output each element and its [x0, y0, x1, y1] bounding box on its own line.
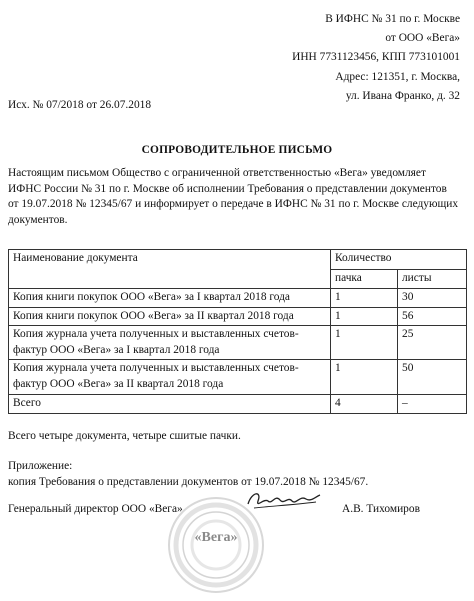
body-line: документов. — [8, 213, 68, 226]
sender-line: от ООО «Вега» — [385, 32, 460, 45]
total-packs: 4 — [331, 394, 398, 413]
recipient-block — [292, 10, 460, 106]
row-document-name — [9, 360, 331, 394]
outgoing-reference: Исх. № 07/2018 от 26.07.2018 — [8, 99, 152, 111]
summary-text: Всего четыре документа, четыре сшитые пачки. — [8, 430, 241, 442]
row-packs: 1 — [331, 326, 398, 360]
inn-kpp-line: ИНН 7731123456, КПП 773101001 — [292, 51, 460, 64]
documents-table — [8, 249, 467, 414]
stamp-text: «Вега» — [194, 530, 238, 545]
body-line: Настоящим письмом Общество с ограниченной ответственностью «Вега» уведомляет — [8, 167, 426, 179]
attachment-label: Приложение: — [8, 460, 73, 472]
row-document-name-line: Копия журнала учета полученных и выставленных счетов- — [13, 328, 299, 341]
street-line: ул. Ивана Франко, д. 32 — [345, 89, 460, 102]
total-sheets: – — [398, 394, 467, 413]
attachment-text: копия Требования о представлении документов от 19.07.2018 № 12345/67. — [8, 475, 369, 488]
document-title: СОПРОВОДИТЕЛЬНОЕ ПИСЬМО — [141, 144, 333, 156]
header-document-name: Наименование документа — [9, 250, 331, 289]
header-sheets: листы — [398, 269, 467, 289]
row-document-name: Копия книги покупок ООО «Вега» за I квартал 2018 года — [9, 289, 331, 308]
table-row — [9, 307, 467, 326]
recipient-line: В ИФНС № 31 по г. Москве — [325, 13, 460, 25]
header-quantity: Количество — [331, 250, 467, 270]
table-header-row — [9, 250, 467, 270]
row-packs: 1 — [331, 289, 398, 308]
row-packs: 1 — [331, 360, 398, 394]
handwritten-signature — [244, 487, 324, 520]
letter-body — [8, 166, 470, 228]
table-row — [9, 289, 467, 308]
row-packs: 1 — [331, 307, 398, 326]
body-line: от 19.07.2018 № 12345/67 и информирует о передаче в ИФНС № 31 по г. Москве следующих — [8, 198, 459, 211]
attachment-block — [8, 459, 368, 490]
row-document-name-line: фактур ООО «Вега» за I квартал 2018 года — [13, 343, 220, 356]
row-document-name-line: фактур ООО «Вега» за II квартал 2018 года — [13, 377, 224, 390]
address-line: Адрес: 121351, г. Москва, — [335, 70, 460, 83]
row-document-name — [9, 326, 331, 360]
row-sheets: 25 — [398, 326, 467, 360]
body-line: ИФНС России № 31 по г. Москве об исполнении Требования о представлении документов — [8, 182, 447, 195]
total-label: Всего — [9, 394, 331, 413]
table-total-row — [9, 394, 467, 413]
row-sheets: 30 — [398, 289, 467, 308]
row-sheets: 50 — [398, 360, 467, 394]
table-row — [9, 360, 467, 394]
row-document-name: Копия книги покупок ООО «Вега» за II квартал 2018 года — [9, 307, 331, 326]
header-packs: пачка — [331, 269, 398, 289]
signatory-name: А.В. Тихомиров — [342, 503, 420, 515]
row-sheets: 56 — [398, 307, 467, 326]
signatory-role: Генеральный директор ООО «Вега» — [8, 503, 183, 515]
table-row — [9, 326, 467, 360]
row-document-name-line: Копия журнала учета полученных и выставленных счетов- — [13, 362, 299, 375]
